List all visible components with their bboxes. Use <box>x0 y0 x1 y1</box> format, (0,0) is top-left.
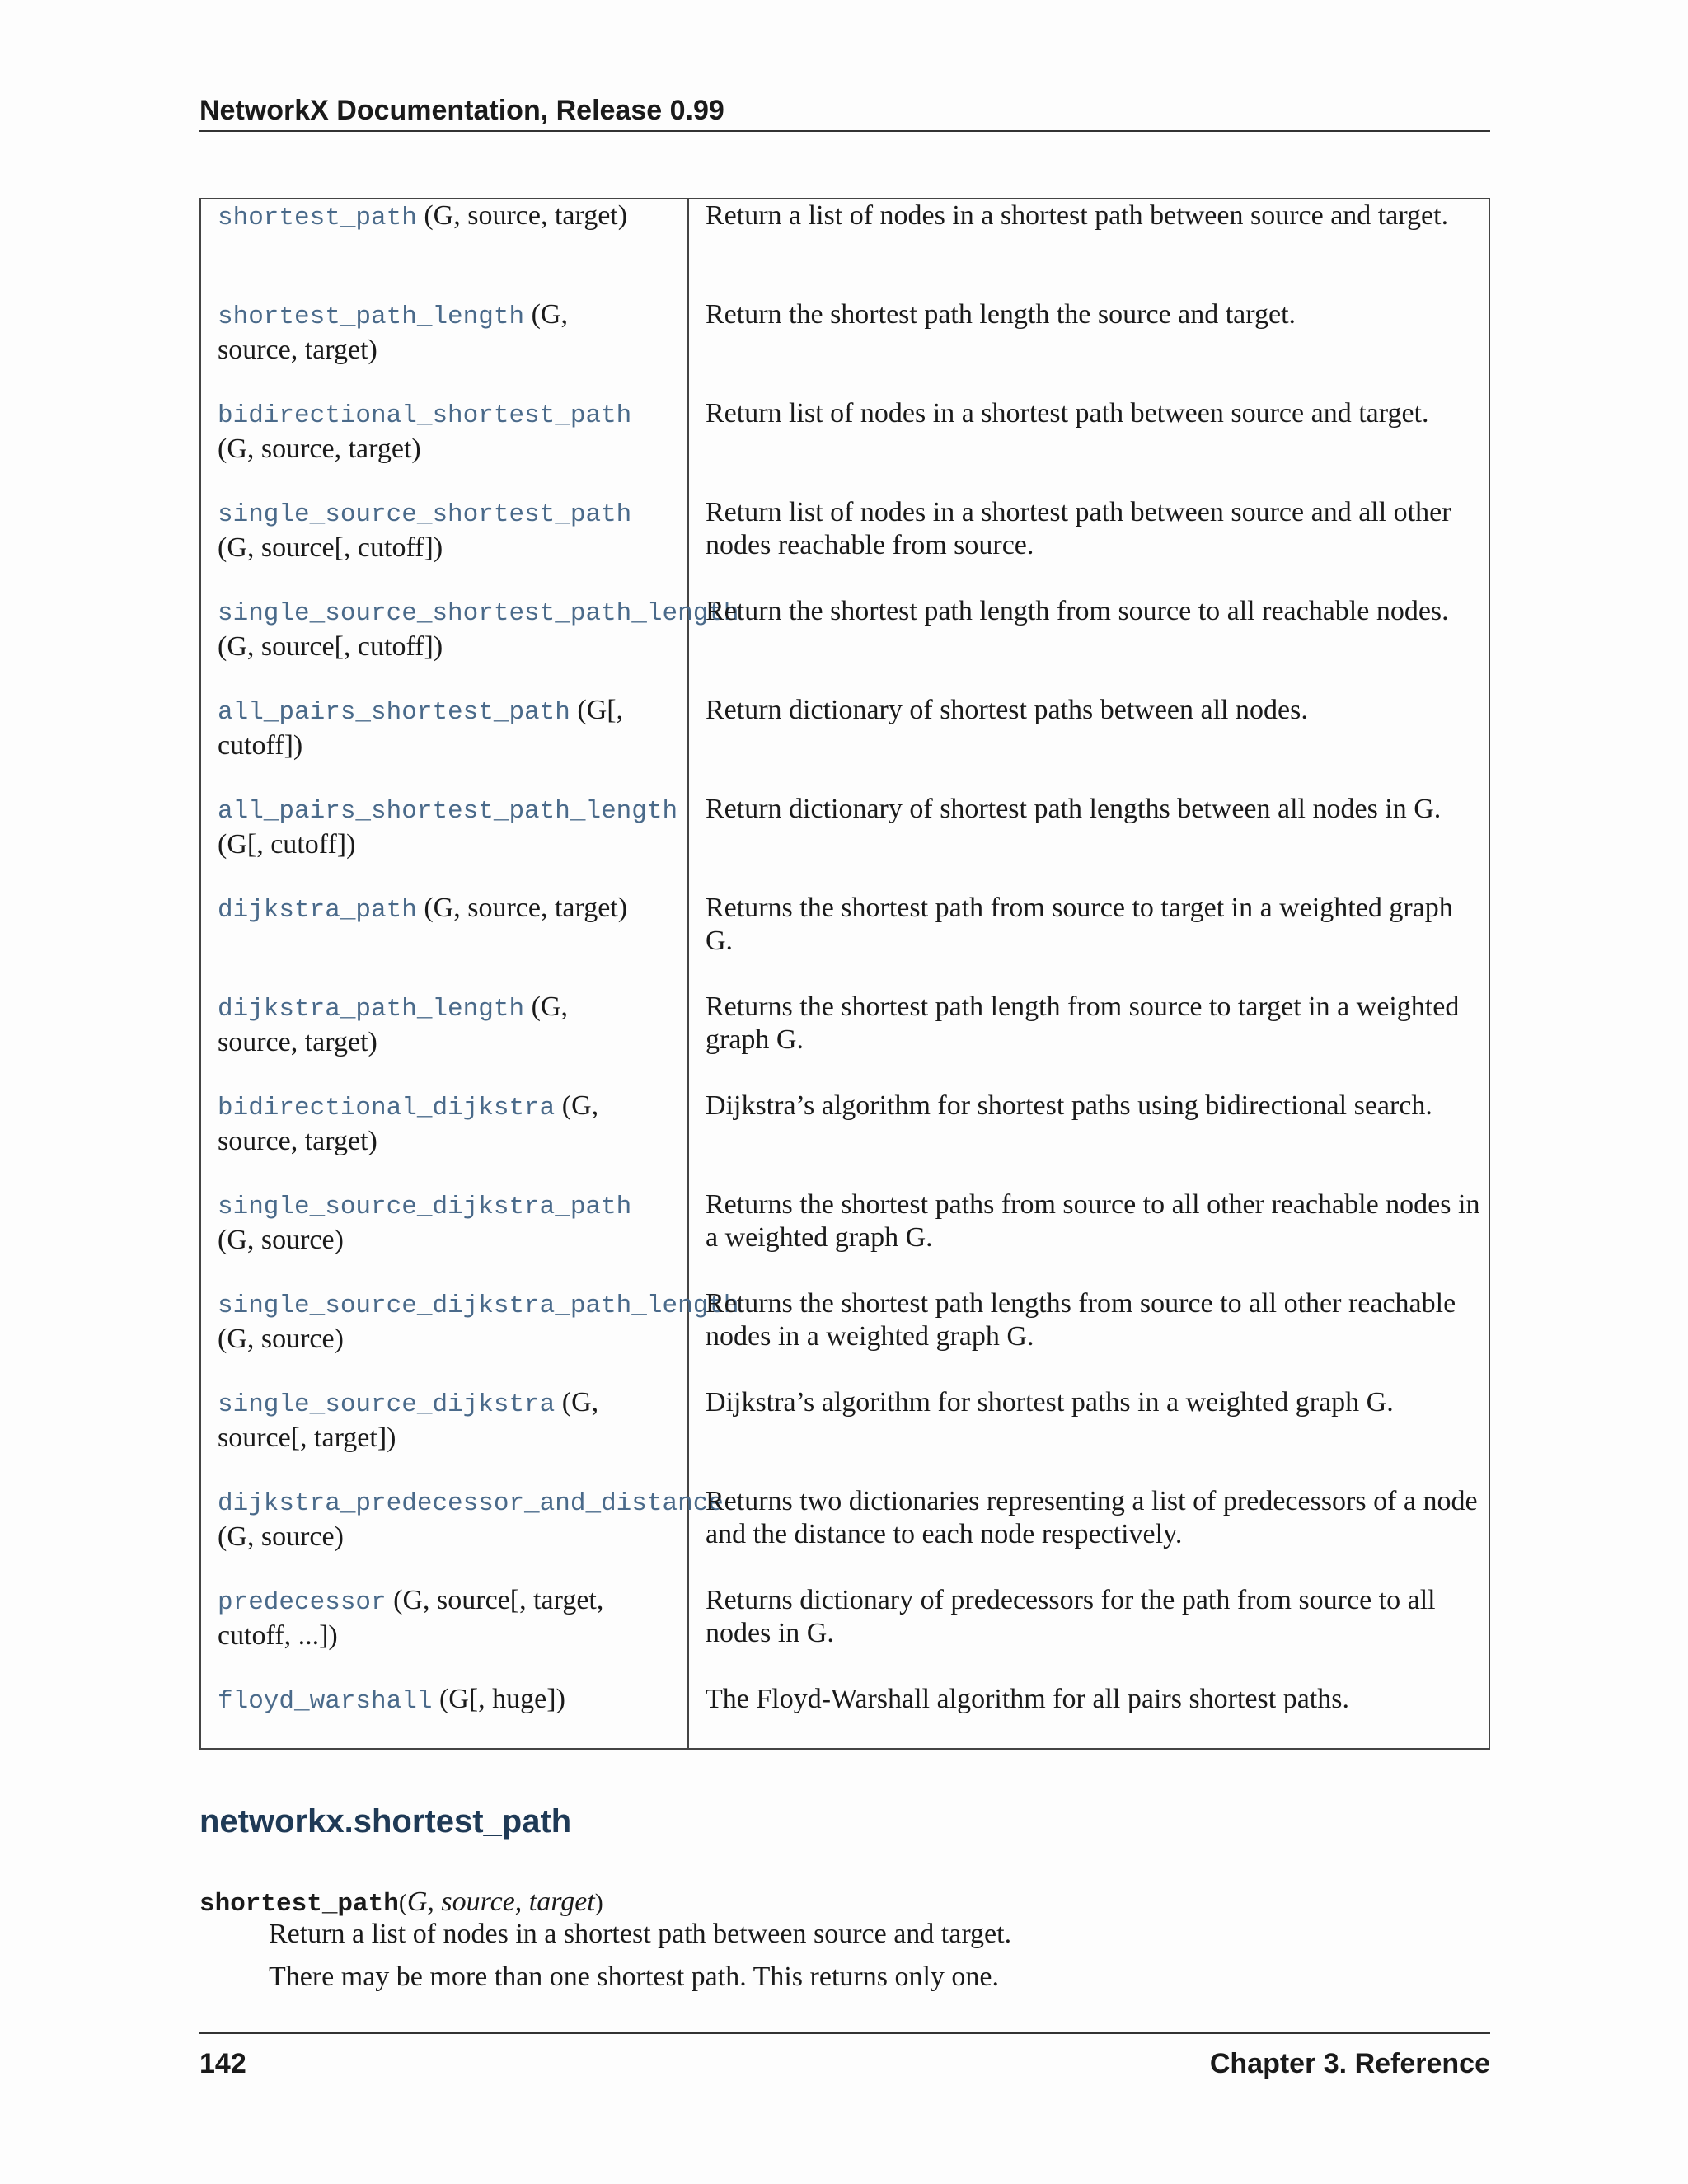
function-cell: floyd_warshall (G[, huge]) <box>218 1684 565 1716</box>
description-cell: Dijkstra’s algorithm for shortest paths using bidirectional search. <box>706 1090 1432 1121</box>
function-cell: single_source_shortest_path_length (G, source[, cutoff]) <box>218 599 739 662</box>
function-cell: bidirectional_dijkstra (G, source, target) <box>218 1090 599 1156</box>
page-header <box>199 92 1490 132</box>
chapter-title: Chapter 3. Reference <box>1209 2048 1490 2079</box>
description-cell: Return list of nodes in a shortest path between source and all other nodes reachable from source. <box>706 497 1451 560</box>
page-footer <box>199 2032 1490 2082</box>
function-link[interactable]: bidirectional_shortest_path <box>218 401 632 430</box>
function-cell: single_source_shortest_path (G, source[, cutoff]) <box>218 500 632 563</box>
function-cell: predecessor (G, source[, target, cutoff, ...]) <box>218 1585 604 1651</box>
description-line: Return a list of nodes in a shortest path between source and target. <box>269 1919 1012 1949</box>
function-link[interactable]: shortest_path_length <box>218 302 525 331</box>
function-signature: shortest_path(G, source, target) <box>199 1886 603 1919</box>
section-heading: networkx.shortest_path <box>199 1803 572 1840</box>
description-cell: Returns dictionary of predecessors for the path from source to all nodes in G. <box>706 1585 1436 1648</box>
function-cell: single_source_dijkstra_path_length (G, source) <box>218 1291 739 1354</box>
function-link[interactable]: predecessor <box>218 1588 387 1617</box>
page-number: 142 <box>199 2048 246 2079</box>
description-cell: Return the shortest path length from source to all reachable nodes. <box>706 596 1449 626</box>
function-link[interactable]: dijkstra_path <box>218 896 417 925</box>
function-link[interactable]: single_source_dijkstra_path <box>218 1193 632 1221</box>
function-cell: single_source_dijkstra_path (G, source) <box>218 1193 632 1255</box>
description-cell: Return the shortest path length the source and target. <box>706 299 1296 330</box>
function-cell: all_pairs_shortest_path (G[, cutoff]) <box>218 695 624 761</box>
function-link[interactable]: single_source_dijkstra <box>218 1390 556 1419</box>
function-link[interactable]: bidirectional_dijkstra <box>218 1094 556 1122</box>
function-cell: shortest_path_length (G, source, target) <box>218 299 568 365</box>
function-link[interactable]: single_source_shortest_path_length <box>218 599 739 628</box>
document-title: NetworkX Documentation, Release 0.99 <box>199 95 724 126</box>
description-cell: Returns the shortest path length from source to target in a weighted graph G. <box>706 991 1460 1055</box>
function-cell: dijkstra_path (G, source, target) <box>218 893 628 925</box>
description-cell: Return dictionary of shortest paths between all nodes. <box>706 695 1308 725</box>
function-cell: bidirectional_shortest_path (G, source, target) <box>218 401 632 464</box>
reference-table <box>199 198 1490 1750</box>
description-cell: Dijkstra’s algorithm for shortest paths in a weighted graph G. <box>706 1387 1394 1418</box>
function-link[interactable]: dijkstra_predecessor_and_distance <box>218 1489 724 1518</box>
function-cell: shortest_path (G, source, target) <box>218 200 628 232</box>
function-link[interactable]: single_source_dijkstra_path_length <box>218 1291 739 1320</box>
function-cell: all_pairs_shortest_path_length (G[, cutoff]) <box>218 797 678 860</box>
description-cell: Returns the shortest path lengths from source to all other reachable nodes in a weighted graph G. <box>706 1288 1456 1352</box>
description-cell: Return a list of nodes in a shortest path between source and target. <box>706 200 1449 231</box>
description-cell: Return dictionary of shortest path lengths between all nodes in G. <box>706 794 1442 824</box>
description-cell: Returns two dictionaries representing a list of predecessors of a node and the distance to each node respectively. <box>706 1486 1478 1549</box>
function-cell: dijkstra_path_length (G, source, target) <box>218 991 568 1057</box>
description-cell: Returns the shortest paths from source to all other reachable nodes in a weighted graph G. <box>706 1189 1480 1253</box>
description-cell: Returns the shortest path from source to target in a weighted graph G. <box>706 893 1453 956</box>
description-cell: Return list of nodes in a shortest path between source and target. <box>706 398 1429 429</box>
signature-name: shortest_path <box>199 1890 399 1919</box>
description-line: There may be more than one shortest path. This returns only one. <box>269 1961 999 1992</box>
function-link[interactable]: shortest_path <box>218 204 417 232</box>
function-link[interactable]: floyd_warshall <box>218 1687 433 1716</box>
function-link[interactable]: all_pairs_shortest_path <box>218 698 570 727</box>
function-link[interactable]: single_source_shortest_path <box>218 500 632 529</box>
function-cell: dijkstra_predecessor_and_distance (G, source) <box>218 1489 724 1552</box>
description-cell: The Floyd-Warshall algorithm for all pairs shortest paths. <box>706 1684 1349 1714</box>
signature-args: G, source, target <box>406 1886 595 1917</box>
function-cell: single_source_dijkstra (G, source[, target]) <box>218 1387 599 1453</box>
function-link[interactable]: all_pairs_shortest_path_length <box>218 797 678 826</box>
function-link[interactable]: dijkstra_path_length <box>218 995 525 1024</box>
